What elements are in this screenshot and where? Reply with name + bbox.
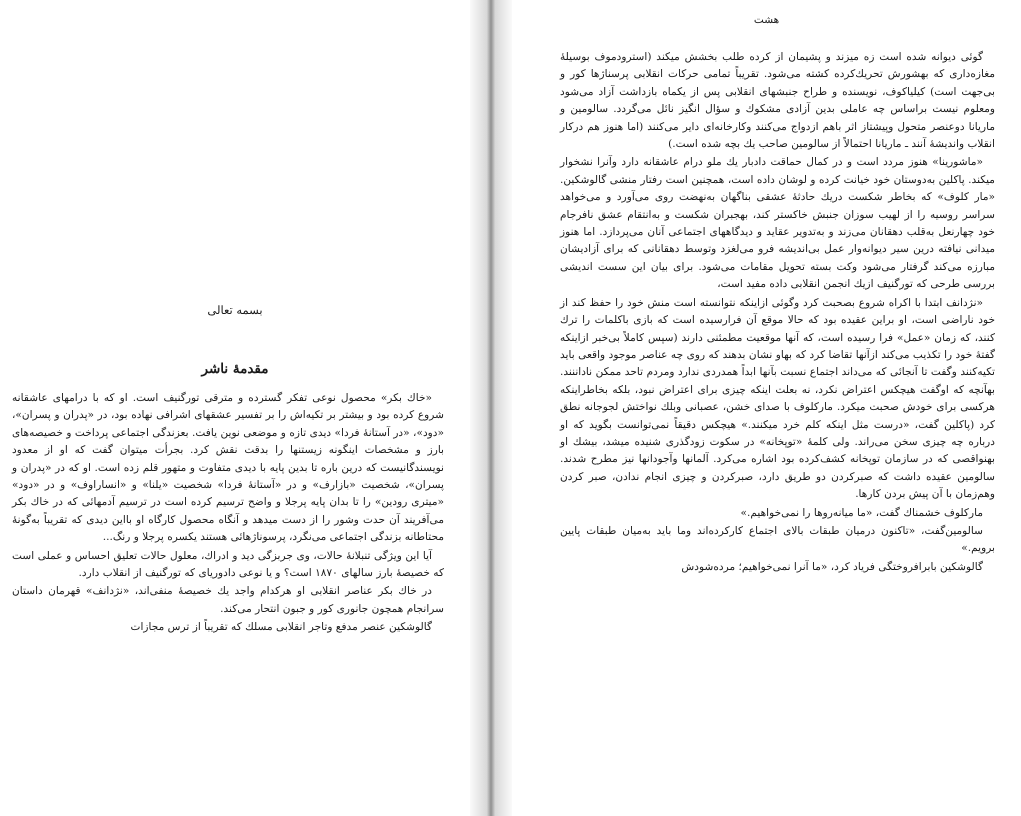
right-paragraph: ماركلوف خشمناك گفت، «ما میانه‌روها را نمی‌خواهیم.» [740, 506, 983, 519]
bismillah-line: بسمه تعالی [207, 303, 263, 317]
publisher-preface-heading: مقدمهٔ ناشر [201, 361, 269, 377]
right-paragraph: «ماشورینا» هنوز مردد است و در كمال حماقت دادبار یك ملو درام عاشقانه دارد وآنرا نشخوار میكند. پاكلین به‌دوستان خود خیانت كرده و لوشان داده است، همچنین است رفتار منشی گالوشكین. «مار كلوف» كه بخاطر شكست دریك حادثهٔ عشقی بناگهان به‌نهضت روی می‌آورد و می‌خواهد سراسر روسیه را از لهیب سوزان جنبش خاكستر كند، بهجبران شكست و به‌انتقام عشق نافرجام خود چهارنعل به‌قلب دهقانان می‌زند و به‌تدویر عقاید و دیدگاههای اجتماعی آنان می‌پردازد. اما هنوز میدانی نیافته درین سیر دیوانه‌وار عمل بی‌اندیشه فرو می‌لغزد وتوسط دهقانانی كه برای آزادیشان مبارزه می‌كند گرفتار می‌شود وكت بسته تحویل مقامات می‌شود. برای بیان این سست اندیشی بررسی طرحی كه تورگنیف ازیك انجمن انقلابی داده مفید است، [560, 156, 995, 291]
left-page-body [12, 390, 444, 638]
left-paragraph: در خاك بكر عناصر انقلابی او هركدام واجد یك خصیصهٔ منفی‌اند، «نژدانف» قهرمان داستان سرانجام همچون جانوری كور و جبون انتحار می‌كند. [12, 585, 444, 615]
right-paragraph: «نژدانف ابتدا با اكراه شروع بصحبت كرد وگوئی ازاینكه نتوانسته است منش خود را حفظ كند از خود ناراضی است، او براین عقیده بود كه حالا موقع آن فرارسیده است كه بازی باكلمات را ترك كنند، كه زمان «عمل» فرا رسیده است، كه آنها موقعیت مطمئنی دارند (سپس كاملاً بی‌خبر ازاینكه گفتهٔ خود را تكذیب می‌كند ازآنها تقاضا كرد كه بهاو نشان بدهند كه روی چه عناصر موجود واقعی باید تكیه‌كنند وگفت تا آنجائی كه می‌داند اجتماع نسبت بآنها ابداً همدردی ندارد ومردم تاحد ممكن ناداننند. بهآنچه كه اوگفت هیچكس اعتراض نكرد، نه بعلت اینكه چیزی برای اعتراض نبود، بلكه بخاطراینكه هركسی برای خودش صحبت میكرد. ماركلوف با صدای خشن، عصبانی وبلك نواختش لجوجانه نطق كرد (پاكلین گفت، «درست مثل اینكه كلم خرد میكنند.» هیچكس دقیقاً نمی‌توانست بگوید كه او درباره چه چیزی سخن می‌راند. ولی كلمهٔ «توپخانه» در سكوت زودگذری شنیده میشد، بیشك او بهنواقصی كه در سازمان توپخانه كشف‌كرده بود اشاره می‌كرد. آلمانها وآجودانها نیز مطرح شدند. سالومین عقیده داشت كه صبركردن دو طریق دارد، صبركردن و چیزی انجام ندادن، صبر كردن وهم‌زمان با آن پیش بردن كارها. [560, 296, 995, 501]
right-page [512, 0, 1021, 816]
left-page [0, 0, 470, 816]
right-paragraph: گوئی دیوانه شده است زه میزند و پشیمان از كرده طلب بخشش میكند (استرودموف بوسیلهٔ مغازه‌داری كه بهشورش تحریك‌كرده كشته می‌شود. تقریباً تمامی حركات انقلابی پرسناژها كور و بی‌جهت است) كیلیاكوف، نویسنده و طراح جنبشهای انقلابی پس از یكماه بازداشت آزاد می‌شود ومعلوم نیست براساس چه عاملی بدین آزادی مشكوك و سؤال انگیز نائل می‌گردد. سالومین و ماریانا دوعنصر متحول وپیشتاز اثر باهم ازدواج می‌كنند وكارخانه‌ای دایر می‌كنند (اما هنوز هم دركار انقلاب واندیشهٔ آنند ـ ماریانا احتمالاً از سالومین صاحب یك بچه شده است.) [560, 51, 995, 151]
right-paragraph: گالوشكین بابرافروختگی فریاد كرد، «ما آنرا نمی‌خواهیم؛ مرده‌شودش [681, 560, 983, 573]
right-paragraph: سالومین‌گفت، «تاكنون درمیان طبقات بالای اجتماع كاركرده‌اند وما باید به‌میان طبقات پایین برویم.» [560, 524, 995, 555]
left-paragraph: «خاك بكر» محصول نوعی تفكر گسترده و مترقی تورگنیف است. او كه با درامهای عاشقانه شروع كرده بود و بیشتر بر تكیه‌اش را بر تفسیر عشقهای اشرافی نهاده بود، در «پدران و پسران»، «دود»، «در آستانهٔ فردا» دیدی تازه و موضعی نوین یافت. بعزندگی اجتماعی پرداخت و خصیصه‌های بارز و مشخصات اینگونه زیستنها را بدقت نقش كرد. بجرأت میتوان گفت كه او از معدود نویسندگانیست كه درین باره تا بدین پایه با دیدی متفاوت و متهور قلم زده است. او كه در «پدران و پسران»، شخصیت «بازارف» و در «آستانهٔ فردا» شخصیت «یلنا» و «انساراوف» و در «دود» «میتری رودین» را تا بدان پایه پرجلا و واضح ترسیم كرده است در ترسیم آدمهائی كه در خاك بكر می‌آفریند آن حدت وشور را از دست میدهد و آنگاه محصول كارگاه او بااین دیدی كه تقریباً به‌گونهٔ محتاطانه بزندگی اجتماعی می‌نگرد، پرسوناژهائی هستند یكسره پرجلا و رنگ... [12, 392, 444, 544]
left-paragraph: گالوشكین عنصر مدفع وتاجر انقلابی مسلك كه تقریباً از ترس مجازات [130, 621, 432, 634]
page-number-header: هشت [753, 14, 780, 26]
left-paragraph: آیا این ویژگی تنبلانهٔ حالات، وی جربزگی دید و ادراك، معلول حالات تعلیق احساس و عملی است كه خصیصهٔ بارز سالهای ۱۸۷۰ است؟ و یا نوعی دادوریای كه تورگنیف از انقلاب دارد. [12, 549, 444, 580]
right-page-body [560, 49, 995, 577]
book-gutter [470, 0, 512, 816]
